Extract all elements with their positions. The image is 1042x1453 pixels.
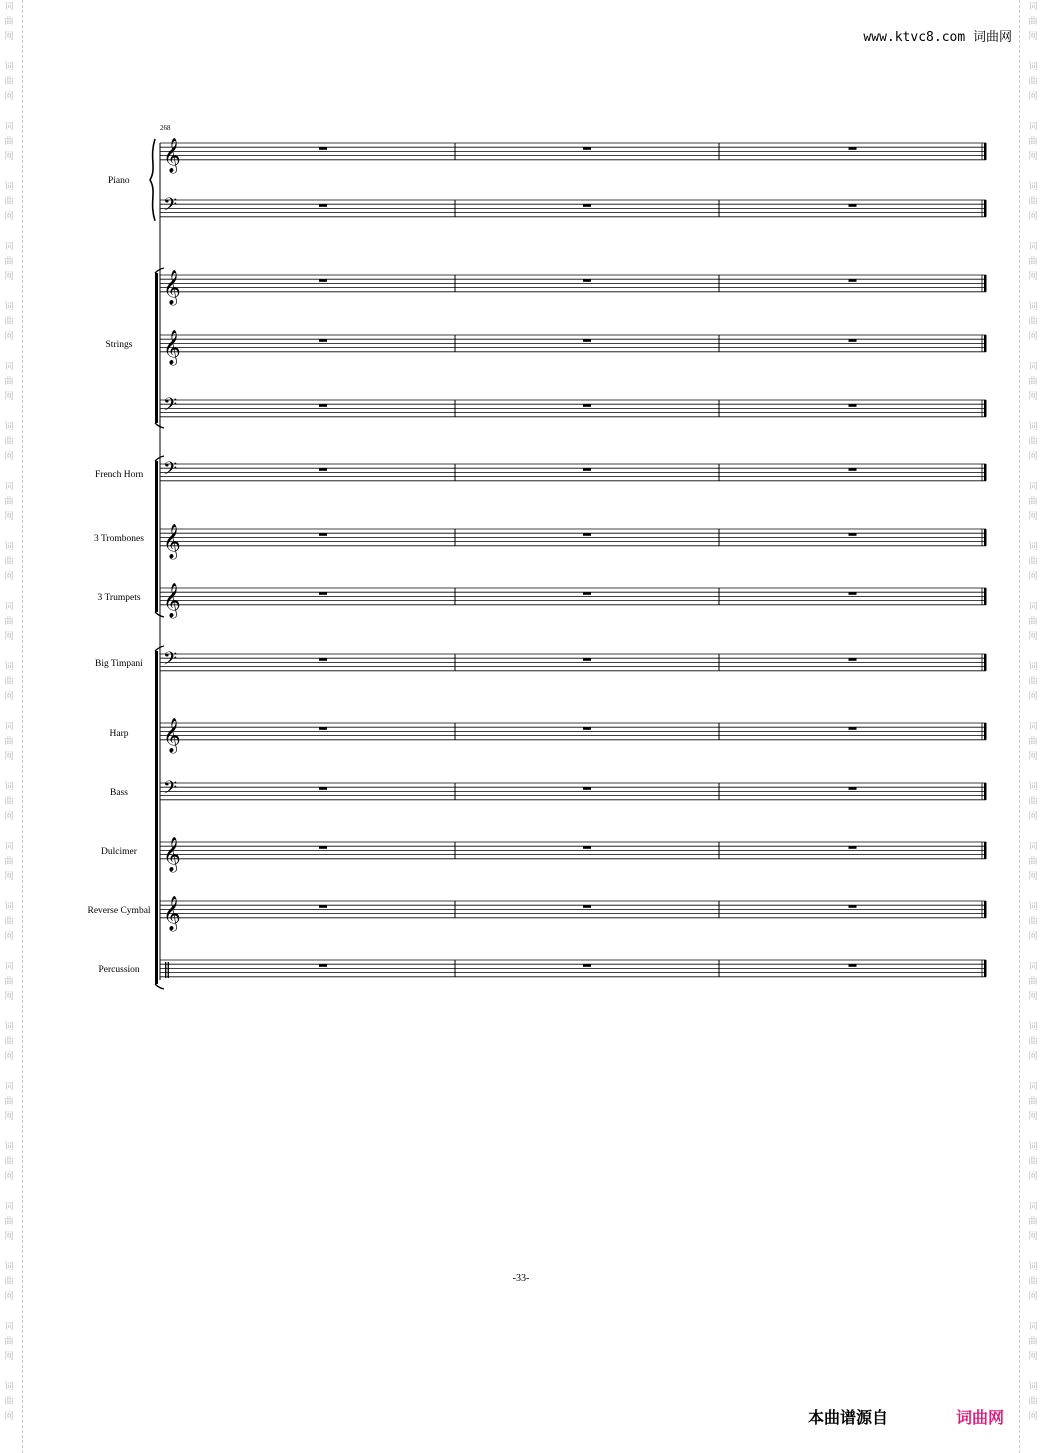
watermark-char: 曲 [1028,1397,1038,1407]
percussion-clef: ‖ [163,959,171,978]
watermark-char: 词 [4,962,14,972]
whole-rest [583,658,591,661]
watermark-char: 词 [1028,782,1038,792]
watermark-char: 曲 [4,497,14,507]
watermark-char: 曲 [1028,197,1038,207]
watermark-char: 网 [1028,992,1038,1002]
whole-rest [319,147,327,150]
watermark-char: 曲 [1028,1337,1038,1347]
instrument-label: Big Timpani [95,659,143,669]
brass-bracket [155,461,158,612]
watermark-char: 词 [1028,542,1038,552]
whole-rest [583,964,591,967]
watermark-char: 词 [4,722,14,732]
measure-number: 268 [160,124,171,132]
watermark-char: 曲 [1028,317,1038,327]
whole-rest [319,727,327,730]
watermark-char: 曲 [4,197,14,207]
watermark-char: 曲 [1028,617,1038,627]
whole-rest [319,468,327,471]
header-site-url[interactable]: www.ktvc8.com 词曲网 [863,30,1012,45]
watermark-char: 词 [4,1202,14,1212]
whole-rest [849,147,857,150]
watermark-char: 曲 [4,1337,14,1347]
watermark-char: 曲 [1028,1217,1038,1227]
final-barline-thick [984,143,987,160]
watermark-char: 网 [4,812,14,822]
watermark-char: 网 [4,212,14,222]
watermark-char: 词 [4,782,14,792]
watermark-char: 网 [4,1232,14,1242]
watermark-char: 曲 [4,137,14,147]
whole-rest [319,204,327,207]
instrument-label: Strings [105,340,133,350]
whole-rest [319,533,327,536]
watermark-char: 网 [4,1172,14,1182]
final-barline-thick [984,529,987,546]
whole-rest [849,592,857,595]
footer-source-label: 本曲谱源自 [808,1408,889,1427]
watermark-char: 网 [1028,272,1038,282]
watermark-char: 词 [4,1322,14,1332]
whole-rest [849,787,857,790]
whole-rest [849,468,857,471]
whole-rest [849,658,857,661]
whole-rest [849,846,857,849]
watermark-char: 网 [4,752,14,762]
watermark-char: 曲 [1028,797,1038,807]
final-barline-thick [984,960,987,977]
whole-rest [319,592,327,595]
watermark-char: 曲 [1028,737,1038,747]
treble-clef-icon: 𝄞 [163,896,181,931]
watermark-char: 曲 [4,677,14,687]
watermark-char: 网 [1028,1232,1038,1242]
watermark-char: 词 [4,542,14,552]
watermark-char: 曲 [1028,1277,1038,1287]
final-barline-thick [984,783,987,800]
watermark-char: 词 [4,602,14,612]
final-barline-thick [984,588,987,605]
watermark-char: 曲 [4,1217,14,1227]
treble-clef-icon: 𝄞 [163,330,181,365]
instrument-label: 3 Trumpets [97,593,141,603]
watermark-char: 网 [4,932,14,942]
piano-brace [150,139,155,221]
whole-rest [849,727,857,730]
whole-rest [583,339,591,342]
watermark-char: 词 [4,1022,14,1032]
watermark-char: 曲 [4,617,14,627]
watermark-char: 曲 [1028,497,1038,507]
watermark-char: 曲 [4,1097,14,1107]
watermark-char: 网 [4,392,14,402]
whole-rest [583,468,591,471]
treble-clef-icon: 𝄞 [163,718,181,753]
whole-rest [849,905,857,908]
watermark-char: 曲 [4,317,14,327]
watermark-char: 曲 [4,437,14,447]
watermark-char: 词 [1028,2,1038,12]
watermark-char: 网 [1028,92,1038,102]
bass-clef-icon: 𝄢 [163,778,178,803]
watermark-char: 网 [4,512,14,522]
watermark-char: 网 [4,1292,14,1302]
whole-rest [849,533,857,536]
instrument-label: Reverse Cymbal [87,906,151,916]
watermark-char: 词 [4,1142,14,1152]
final-barline-thick [984,400,987,417]
instrument-label: Piano [108,176,130,186]
whole-rest [583,787,591,790]
whole-rest [583,592,591,595]
watermark-char: 网 [4,572,14,582]
watermark-char: 词 [1028,1202,1038,1212]
treble-clef-icon: 𝄞 [163,524,181,559]
watermark-char: 网 [1028,32,1038,42]
watermark-char: 曲 [1028,257,1038,267]
whole-rest [319,658,327,661]
watermark-char: 词 [4,302,14,312]
whole-rest [849,279,857,282]
watermark-char: 词 [4,482,14,492]
watermark-char: 词 [1028,1322,1038,1332]
bass-clef-icon: 𝄢 [163,649,178,674]
watermark-char: 网 [1028,212,1038,222]
watermark-char: 曲 [1028,1037,1038,1047]
watermark-char: 词 [4,2,14,12]
watermark-char: 词 [4,62,14,72]
watermark-char: 网 [1028,152,1038,162]
watermark-char: 网 [4,32,14,42]
watermark-char: 曲 [1028,437,1038,447]
whole-rest [319,404,327,407]
watermark-char: 网 [4,1112,14,1122]
whole-rest [319,846,327,849]
watermark-char: 词 [4,1082,14,1092]
watermark-char: 网 [1028,812,1038,822]
watermark-char: 词 [1028,122,1038,132]
watermark-char: 曲 [4,557,14,567]
whole-rest [849,339,857,342]
watermark-char: 网 [4,872,14,882]
watermark-char: 词 [4,422,14,432]
watermark-char: 曲 [1028,857,1038,867]
watermark-char: 词 [1028,1382,1038,1392]
watermark-char: 曲 [1028,1097,1038,1107]
watermark-char: 曲 [4,737,14,747]
watermark-char: 网 [1028,392,1038,402]
watermark-char: 词 [4,362,14,372]
watermark-char: 词 [1028,1022,1038,1032]
whole-rest [849,204,857,207]
watermark-char: 词 [1028,1082,1038,1092]
percussion-group-bracket [155,651,158,984]
final-barline-thick [984,654,987,671]
watermark-char: 词 [1028,1262,1038,1272]
bass-clef-icon: 𝄢 [163,459,178,484]
watermark-char: 曲 [4,1037,14,1047]
watermark-char: 网 [1028,692,1038,702]
watermark-char: 词 [1028,482,1038,492]
watermark-char: 词 [1028,242,1038,252]
watermark-char: 网 [1028,872,1038,882]
whole-rest [583,533,591,536]
watermark-char: 词 [4,1262,14,1272]
watermark-char: 词 [4,662,14,672]
watermark-char: 词 [4,122,14,132]
watermark-char: 词 [4,182,14,192]
watermark-char: 曲 [4,1157,14,1167]
watermark-char: 网 [1028,1412,1038,1422]
watermark-char: 网 [1028,572,1038,582]
watermark-char: 词 [1028,362,1038,372]
watermark-char: 曲 [4,17,14,27]
page-number: -33- [512,1273,530,1284]
watermark-char: 曲 [1028,977,1038,987]
whole-rest [319,279,327,282]
treble-clef-icon: 𝄞 [163,270,181,305]
whole-rest [583,727,591,730]
watermark-char: 网 [4,692,14,702]
bass-clef-icon: 𝄢 [163,395,178,420]
final-barline-thick [984,200,987,217]
whole-rest [583,147,591,150]
watermark-char: 词 [1028,62,1038,72]
watermark-char: 网 [1028,932,1038,942]
whole-rest [583,905,591,908]
watermark-char: 曲 [4,797,14,807]
final-barline-thick [984,335,987,352]
whole-rest [319,905,327,908]
watermark-char: 词 [1028,722,1038,732]
watermark-char: 曲 [4,77,14,87]
whole-rest [319,787,327,790]
watermark-char: 网 [4,152,14,162]
watermark-char: 词 [1028,422,1038,432]
strings-bracket [155,273,158,423]
watermark-char: 曲 [4,977,14,987]
instrument-label: 3 Trombones [94,534,144,544]
watermark-char: 词 [4,1382,14,1392]
watermark-char: 曲 [1028,677,1038,687]
bass-clef-icon: 𝄢 [163,195,178,220]
watermark-char: 曲 [4,1397,14,1407]
whole-rest [583,404,591,407]
watermark-char: 词 [1028,182,1038,192]
watermark-char: 曲 [4,377,14,387]
watermark-char: 网 [1028,332,1038,342]
treble-clef-icon: 𝄞 [163,583,181,618]
watermark-char: 词 [4,242,14,252]
treble-clef-icon: 𝄞 [163,138,181,173]
watermark-char: 网 [1028,752,1038,762]
watermark-char: 词 [1028,902,1038,912]
percussion-group-bracket-bottom-hook [155,984,164,989]
watermark-char: 网 [4,1052,14,1062]
whole-rest [583,846,591,849]
watermark-char: 网 [4,332,14,342]
watermark-char: 网 [4,92,14,102]
watermark-char: 网 [4,272,14,282]
watermark-char: 网 [4,1352,14,1362]
watermark-char: 曲 [4,917,14,927]
watermark-char: 曲 [4,857,14,867]
watermark-char: 曲 [1028,1157,1038,1167]
watermark-char: 词 [1028,962,1038,972]
instrument-label: Bass [110,788,128,798]
watermark-char: 网 [4,452,14,462]
whole-rest [583,279,591,282]
final-barline-thick [984,464,987,481]
final-barline-thick [984,723,987,740]
watermark-char: 曲 [1028,77,1038,87]
watermark-char: 网 [1028,452,1038,462]
whole-rest [319,964,327,967]
watermark-char: 词 [1028,602,1038,612]
final-barline-thick [984,275,987,292]
watermark-char: 词 [1028,842,1038,852]
watermark-char: 网 [1028,1052,1038,1062]
whole-rest [319,339,327,342]
instrument-label: Dulcimer [101,847,137,857]
watermark-char: 网 [1028,512,1038,522]
footer-site-link[interactable]: 词曲网 [956,1408,1005,1427]
instrument-label: French Horn [95,470,144,480]
watermark-char: 网 [4,992,14,1002]
watermark-char: 词 [1028,1142,1038,1152]
watermark-char: 网 [1028,1352,1038,1362]
final-barline-thick [984,901,987,918]
whole-rest [583,204,591,207]
watermark-char: 网 [4,1412,14,1422]
instrument-label: Harp [109,729,129,739]
watermark-char: 网 [1028,1172,1038,1182]
watermark-char: 词 [1028,662,1038,672]
watermark-char: 曲 [1028,917,1038,927]
watermark-char: 曲 [4,257,14,267]
watermark-char: 网 [1028,1112,1038,1122]
watermark-char: 曲 [1028,557,1038,567]
instrument-label: Percussion [98,965,140,975]
whole-rest [849,964,857,967]
watermark-char: 网 [1028,632,1038,642]
watermark-char: 曲 [1028,377,1038,387]
treble-clef-icon: 𝄞 [163,837,181,872]
watermark-char: 网 [4,632,14,642]
watermark-char: 曲 [1028,17,1038,27]
watermark-char: 曲 [1028,137,1038,147]
watermark-char: 网 [1028,1292,1038,1302]
final-barline-thick [984,842,987,859]
whole-rest [849,404,857,407]
watermark-char: 词 [4,842,14,852]
watermark-char: 词 [4,902,14,912]
watermark-char: 词 [1028,302,1038,312]
watermark-char: 曲 [4,1277,14,1287]
